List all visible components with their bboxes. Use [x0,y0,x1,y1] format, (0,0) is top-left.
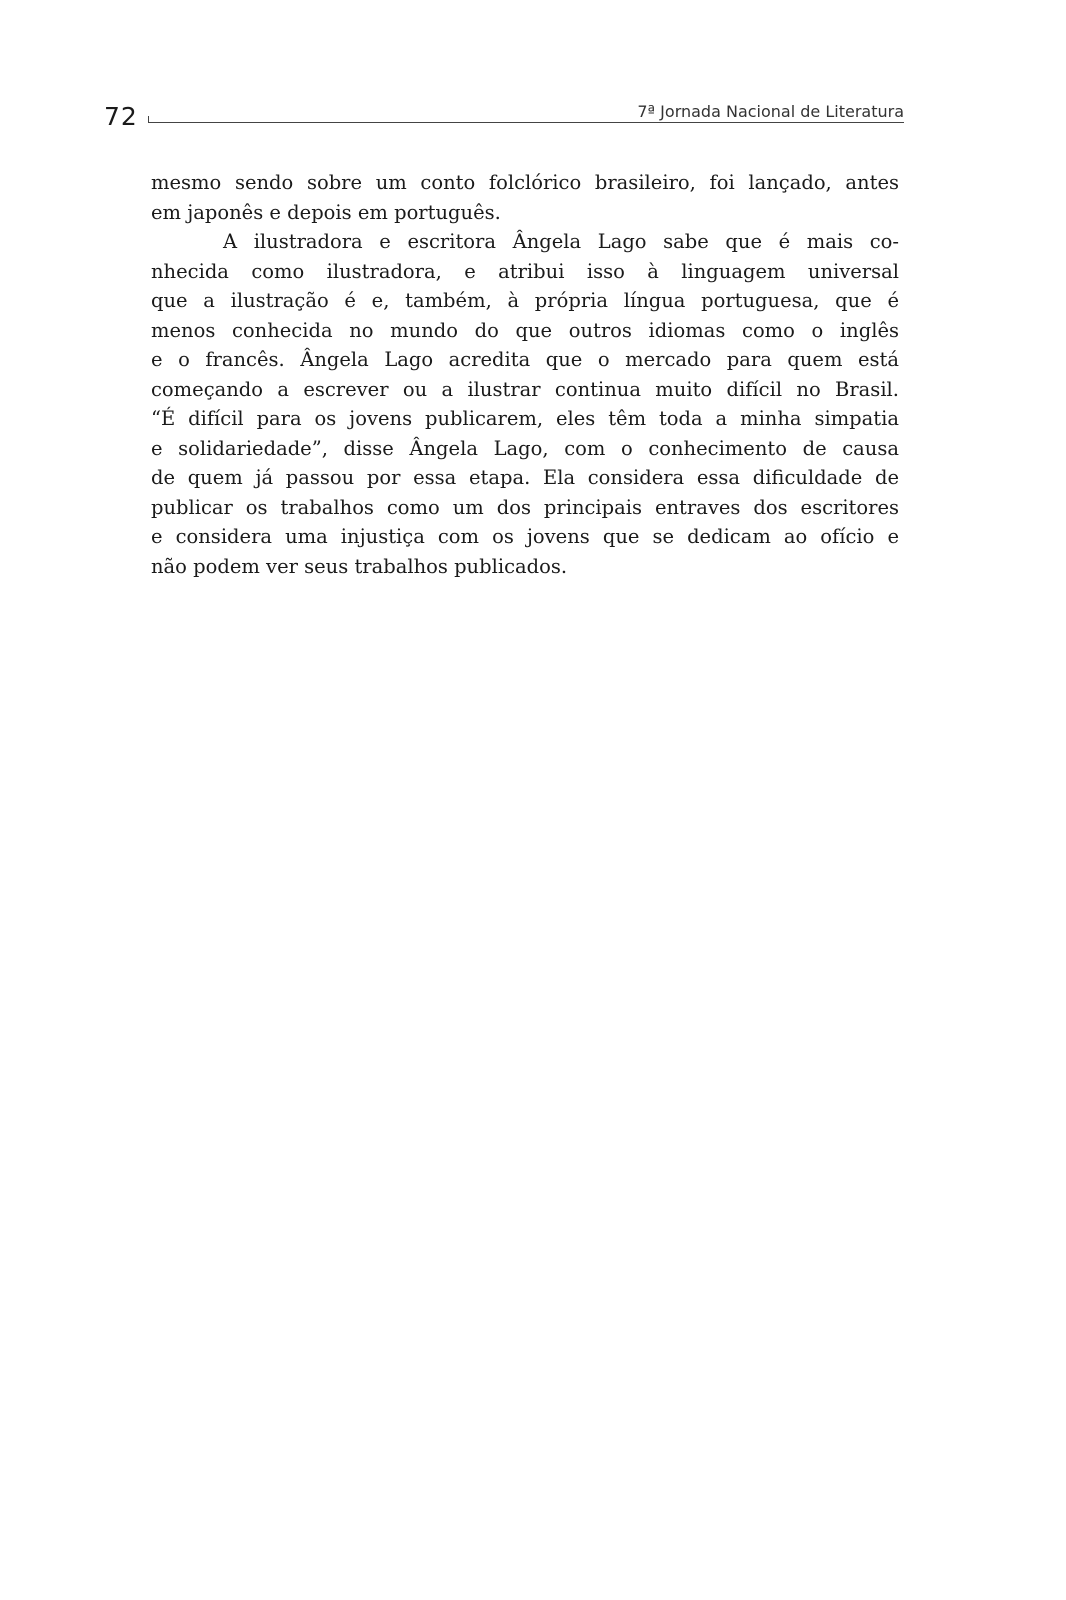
text-line: menos conhecida no mundo do que outros idiomas como o inglês [151,318,899,342]
header-rule [148,122,904,123]
text-line: nhecida como ilustradora, e atribui isso à linguagem universal [151,259,899,283]
text-line: e considera uma injustiça com os jovens que se dedicam ao ofício e [151,525,899,548]
text-line: em japonês e depois em português. [151,200,501,224]
text-line: de quem já passou por essa etapa. Ela considera essa dificuldade de [151,466,899,489]
page-number: 72 [104,102,138,131]
page-header [100,96,908,130]
text-line: começando a escrever ou a ilustrar continua muito difícil no Brasil. [151,377,899,401]
text-line: mesmo sendo sobre um conto folclórico brasileiro, foi lançado, antes [151,171,899,194]
body-text [151,168,899,581]
text-line: “É difícil para os jovens publicarem, eles têm toda a minha simpatia [151,407,899,430]
running-title: 7ª Jornada Nacional de Literatura [637,102,904,121]
text-line: A ilustradora e escritora Ângela Lago sabe que é mais co- [223,230,899,253]
text-line: e solidariedade”, disse Ângela Lago, com o conhecimento de causa [151,436,899,460]
text-line: não podem ver seus trabalhos publicados. [151,554,568,578]
text-line: e o francês. Ângela Lago acredita que o mercado para quem está [151,348,899,371]
text-line: publicar os trabalhos como um dos principais entraves dos escritores [151,495,899,519]
text-line: que a ilustração é e, também, à própria língua portuguesa, que é [151,289,899,312]
